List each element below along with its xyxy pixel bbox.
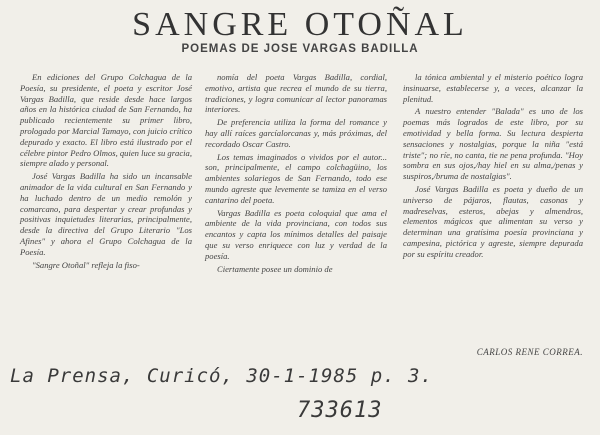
paragraph: En ediciones del Grupo Colchagua de la Poesía, su presidente, el poeta y escritor José Vargas Badilla, que reside desde hace largos años en la histórica ciudad de San Fernando, ha publicado recientemente su primer libro, prologado por Marcial Tamayo, con juicio crítico depurado y exacto. El libro está ilustrado por el célebre pintor Pedro Olmos, quien luce su gracia, siempre alado y personal. [20, 72, 192, 169]
paragraph: Los temas imaginados o vividos por el autor... son, principalmente, el campo colchagüino, los ambientes solariegos de San Fernando, todo ese mundo agreste que levemente se tamiza en el verso cantarino del poeta. [205, 151, 387, 205]
paragraph: José Vargas Badilla es poeta y dueño de un universo de pájaros, flautas, casonas y madreselvas, esteros, abejas y almendros, elementos mágicos que alimentan su verso y determinan una gratísima poesía provinciana y campesina, pictórica y agreste, siempre depurada por su espíritu creador. [403, 183, 583, 259]
paragraph: De preferencia utiliza la forma del romance y hay allí raíces garcíalorcanas y, más próximas, del recordado Oscar Castro. [205, 117, 387, 149]
paragraph: nomía del poeta Vargas Badilla, cordial, emotivo, artista que recrea el mundo de su tierra, tradiciones, y logra comunicar al lector panoramas interiores. [205, 72, 387, 115]
paragraph: José Vargas Badilla ha sido un incansable animador de la vida cultural en San Fernando y ha luchado dentro de un medio remolón y comarcano, para despertar y crear profundas y positivas inquietudes literarias, principalmente, desde la directiva del Grupo Literario "Los Afines" y ahora el Grupo Colchagua de la Poesía. [20, 171, 192, 257]
paragraph: A nuestro entender "Balada" es uno de los poemas más logrados de este libro, por su emotividad y bella forma. Su lectura despierta sensaciones y nostalgias, porque la niña "está triste"; no ríe, no canta, tie ne pena profunda. "Hoy sombra en sus ojos,/hay hiel en su alma,/penas y suspiros,/bruma de nostalgias". [403, 106, 583, 182]
handwritten-source-note: La Prensa, Curicó, 30-1-1985 p. 3. [10, 365, 433, 387]
paragraph: la tónica ambiental y el misterio poético logra insinuarse, establecerse y, a veces, alcanzar la plenitud. [403, 72, 583, 104]
article-title: SANGRE OTOÑAL [132, 6, 468, 43]
author-signature: CARLOS RENE CORREA. [476, 347, 583, 357]
handwritten-catalog-number: 733613 [297, 398, 383, 423]
article-subtitle: POEMAS DE JOSE VARGAS BADILLA [181, 43, 419, 55]
text-column-3 [403, 72, 583, 262]
paragraph: Vargas Badilla es poeta coloquial que ama el ambiente de la vida provinciana, con todos sus encantos y capta los mínimos detalles del paisaje que su verso enriquece con luz y verdad de la poesía. [205, 207, 387, 261]
paragraph: "Sangre Otoñal" refleja la fiso- [32, 259, 140, 270]
text-column-1 [20, 72, 192, 272]
text-column-2 [205, 72, 387, 276]
paragraph: Ciertamente posee un dominio de [217, 263, 333, 274]
